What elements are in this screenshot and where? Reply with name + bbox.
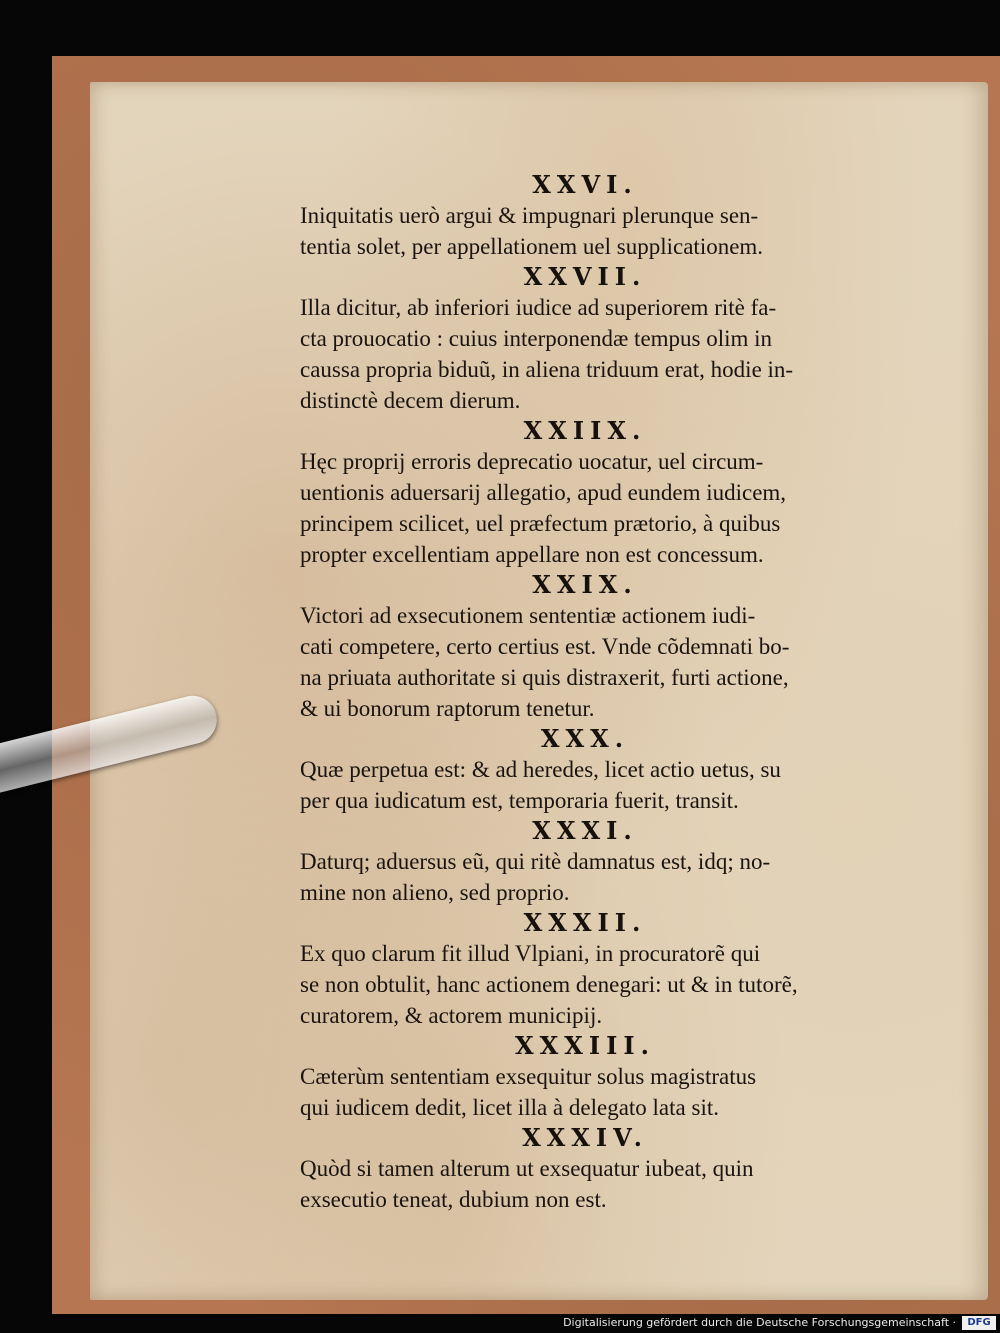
section-paragraph xyxy=(300,600,870,724)
text-line: Hęc proprij erroris deprecatio uocatur, uel circum- xyxy=(300,449,764,474)
page-text xyxy=(300,170,870,1215)
text-line: exsecutio teneat, dubium non est. xyxy=(300,1187,607,1212)
section-paragraph xyxy=(300,1153,870,1215)
text-line: propter excellentiam appellare non est concessum. xyxy=(300,542,764,567)
section-paragraph xyxy=(300,446,870,570)
text-line: na priuata authoritate si quis distraxerit, furti actione, xyxy=(300,665,789,690)
text-line: se non obtulit, hanc actionem denegari: ut & in tutorẽ, xyxy=(300,972,798,997)
text-line: & ui bonorum raptorum tenetur. xyxy=(300,696,595,721)
section-numeral: XXVII. xyxy=(523,262,647,291)
section-numeral: XXXIV. xyxy=(522,1123,648,1152)
text-line: Iniquitatis uerò argui & impugnari plerunque sen- xyxy=(300,203,759,228)
section-numeral: XXIIX. xyxy=(523,416,647,445)
text-line: Victori ad exsecutionem sententiæ actionem iudi- xyxy=(300,603,756,628)
text-line: qui iudicem dedit, licet illa à delegato lata sit. xyxy=(300,1095,719,1120)
text-line: tentia solet, per appellationem uel supplicationem. xyxy=(300,234,764,259)
text-line: curatorem, & actorem municipij. xyxy=(300,1003,603,1028)
text-line: mine non alieno, sed proprio. xyxy=(300,880,570,905)
text-line: Illa dicitur, ab inferiori iudice ad superiorem ritè fa- xyxy=(300,295,777,320)
section-paragraph xyxy=(300,846,870,908)
dfg-logo: DFG xyxy=(962,1316,996,1330)
text-line: uentionis aduersarij allegatio, apud eundem iudicem, xyxy=(300,480,787,505)
section-numeral: XXXII. xyxy=(523,908,647,937)
section-paragraph xyxy=(300,292,870,416)
section-paragraph xyxy=(300,938,870,1031)
text-line: principem scilicet, uel præfectum prætorio, à quibus xyxy=(300,511,781,536)
section-numeral: XXXI. xyxy=(532,816,638,845)
section-paragraph xyxy=(300,754,870,816)
text-line: distinctè decem dierum. xyxy=(300,388,521,413)
section-paragraph xyxy=(300,200,870,262)
section-paragraph xyxy=(300,1061,870,1123)
section-numeral: XXXIII. xyxy=(515,1031,655,1060)
text-line: Quæ perpetua est: & ad heredes, licet actio uetus, su xyxy=(300,757,781,782)
text-line: per qua iudicatum est, temporaria fuerit, transit. xyxy=(300,788,739,813)
section-numeral: XXVI. xyxy=(532,170,638,199)
text-line: Cæterùm sententiam exsequitur solus magistratus xyxy=(300,1064,757,1089)
text-line: caussa propria biduũ, in aliena triduum erat, hodie in- xyxy=(300,357,794,382)
section-numeral: XXIX. xyxy=(532,570,638,599)
text-line: Ex quo clarum fit illud Vlpiani, in procuratorẽ qui xyxy=(300,941,761,966)
text-line: cta prouocatio : cuius interponendæ tempus olim in xyxy=(300,326,773,351)
text-line: Daturq; aduersus eũ, qui ritè damnatus est, idq; no- xyxy=(300,849,771,874)
text-line: Quòd si tamen alterum ut exsequatur iubeat, quin xyxy=(300,1156,754,1181)
section-numeral: XXX. xyxy=(540,724,630,753)
text-line: cati competere, certo certius est. Vnde cõdemnati bo- xyxy=(300,634,790,659)
digitization-credit: Digitalisierung gefördert durch die Deutsche Forschungsgemeinschaft · xyxy=(563,1316,956,1329)
